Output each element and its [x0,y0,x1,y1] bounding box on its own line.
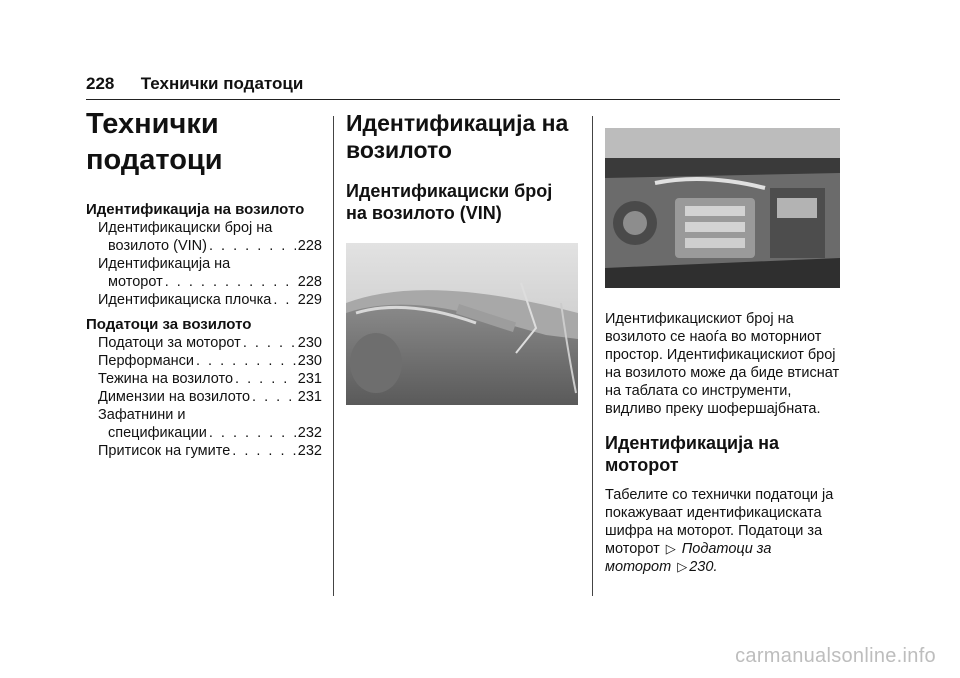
toc-entry-capacities[interactable] [86,406,322,442]
toc-entry-line: Идентификациска плочка [98,292,272,308]
toc-entry-tire-pressure[interactable] [86,442,322,460]
vin-windshield-illustration [346,243,578,405]
toc-entry-weight[interactable] [86,370,322,388]
toc-page-ref: 231 [297,371,322,387]
toc-entry-id-plate[interactable] [86,291,322,309]
toc-column [86,106,322,466]
toc-entry-dimensions[interactable] [86,388,322,406]
subsection-heading: Идентификациски број на возилото (VIN) [346,181,553,223]
toc-entry-line: спецификации [108,425,207,441]
toc-entry-line: Перформанси [98,353,194,369]
toc-page-ref: 230 [297,335,322,351]
toc-entry-line: Идентификациски број на [98,220,273,236]
header-rule [86,99,840,100]
watermark: carmanualsonline.info [735,645,936,667]
cross-reference-link[interactable]: Податоци за моторот [605,541,772,575]
right-column [605,310,840,576]
toc-entry-line: Зафатнини и [98,407,186,423]
toc-section-title: Идентификација на возилото [86,201,305,218]
toc-page-ref: 229 [297,292,322,308]
toc-page-ref: 232 [297,425,322,441]
column-divider-left [333,116,334,596]
reference-arrow-icon: ▷ [665,541,676,556]
engine-bay-illustration [605,128,840,288]
toc-section-vehicle-id [86,200,322,309]
toc-entry-line: Димензии на возилото [98,389,251,405]
toc-entry-line: Тежина на возилото [98,371,234,387]
engine-id-text: Табелите со технички податоци ја покажуваат идентификациската шифра на моторот. Податоци за моторот [605,487,834,557]
toc-page-ref: 231 [297,389,322,405]
vin-windshield-image [346,243,578,405]
toc-entry-line: Податоци за моторот [98,335,241,351]
toc-entry-engine-id[interactable] [86,255,322,291]
toc-page-ref: 228 [297,238,322,254]
toc-entry-line: Притисок на гумите [98,443,231,459]
toc-entry-vin[interactable] [86,219,322,255]
reference-arrow-icon: ▷ [677,559,688,574]
toc-entry-engine-data[interactable] [86,334,322,352]
chapter-heading: Технички податоци [86,108,223,176]
toc-entry-line: моторот [108,274,163,290]
engine-id-paragraph: Табелите со технички податоци ја покажуваат идентификациската шифра на моторот. Податоци за моторот ▷ Податоци за моторот ▷ 230. [605,487,834,575]
cross-reference-page[interactable]: 230 [689,559,714,575]
toc-entry-line: возилото (VIN) [108,238,207,254]
toc-section-vehicle-data [86,315,322,460]
toc-page-ref: 228 [297,274,322,290]
toc-entry-line: Идентификација на [98,256,231,272]
toc-entry-performance[interactable] [86,352,322,370]
engine-bay-image [605,128,840,288]
toc-page-ref: 230 [297,353,322,369]
toc-section-title: Податоци за возилото [86,316,252,333]
middle-column [346,110,578,252]
engine-id-heading: Идентификација на моторот [605,433,779,475]
toc-page-ref: 232 [297,443,322,459]
header-title: Технички податоци [140,74,304,93]
vin-location-paragraph: Идентификацискиот број на возилото се наоѓа во моторниот простор. Идентификацискиот број на возилото може да биде втиснат на таблата со инструменти, видливо преку шофершајбната. [605,311,840,417]
page-number: 228 [86,74,115,93]
page-header [86,74,303,94]
section-heading: Идентификација на возилото [346,110,569,163]
column-divider-right [592,116,593,596]
